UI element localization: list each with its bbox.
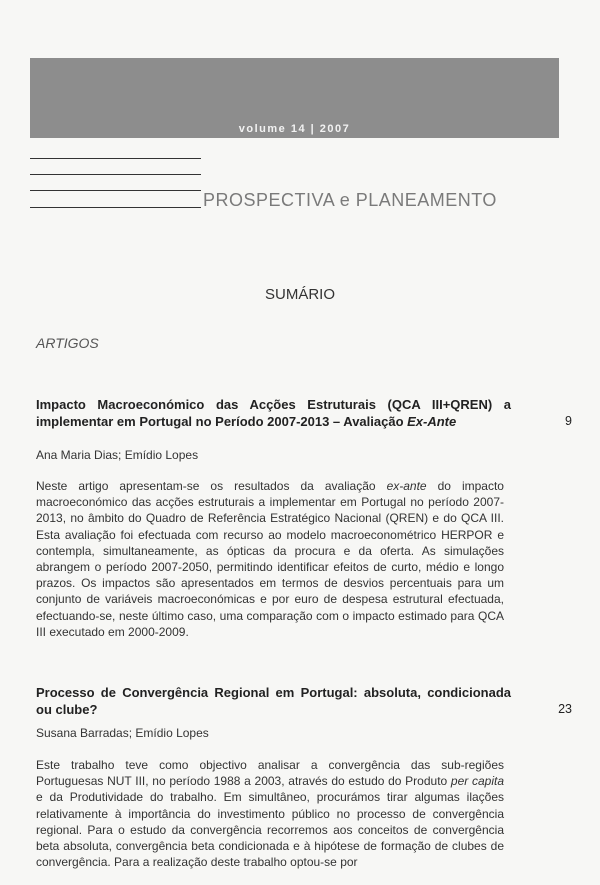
article-page-number[interactable]: 23 bbox=[558, 702, 572, 716]
journal-title: PROSPECTIVA e PLANEAMENTO bbox=[203, 190, 497, 210]
decorative-rule bbox=[30, 158, 201, 159]
header-banner bbox=[30, 58, 559, 138]
article-title[interactable]: Processo de Convergência Regional em Portugal: absoluta, condicionada ou clube? bbox=[36, 685, 511, 717]
article-title[interactable]: Impacto Macroeconómico das Acções Estruturais (QCA III+QREN) a implementar em Portugal no Período 2007-2013 – Avaliação Ex-Ante bbox=[36, 397, 511, 429]
decorative-rule bbox=[30, 174, 201, 175]
article-abstract: Neste artigo apresentam-se os resultados da avaliação ex-ante do impacto macroeconómico das acções estruturais a implementar em Portugal no período 2007-2013, no âmbito do Quadro de Referência Estratégico Nacional (QREN) e do QCA III. Esta avaliação foi efectuada com recurso ao modelo macroeconométrico HERPOR e contempla, simultaneamente, as ópticas da procura e da oferta. As simulações abrangem o período 2007-2050, permitindo identificar efeitos de curto, médio e longo prazos. Os impactos são apresentados em termos de desvios percentuais para um conjunto de variáveis macroeconómicas e por euro de despesa estrutural efectuada, efectuando-se, neste último caso, uma comparação com o impacto estimado para QCA III executado em 2000-2009. bbox=[36, 479, 504, 639]
article-authors: Susana Barradas; Emídio Lopes bbox=[36, 726, 209, 740]
page-title: SUMÁRIO bbox=[264, 286, 335, 303]
article-authors: Ana Maria Dias; Emídio Lopes bbox=[36, 448, 199, 462]
decorative-rule bbox=[30, 207, 201, 208]
article-abstract: Este trabalho teve como objectivo analisar a convergência das sub-regiões Portuguesas NUT III, no período 1988 a 2003, através do estudo do Produto per capita e da Produtividade do trabalho. Em simultâneo, procurámos tirar algumas ilações relativamente à importância do investimento público no processo de convergência regional. Para o estudo da convergência recorremos aos conceitos de convergência beta absoluta, convergência beta condicionada e à hipótese de formação de clubes de convergência. Para a realização deste trabalho optou-se por bbox=[36, 758, 504, 870]
section-heading: ARTIGOS bbox=[36, 335, 99, 351]
decorative-rule bbox=[30, 190, 201, 191]
article-page-number[interactable]: 9 bbox=[565, 414, 572, 428]
volume-label: volume 14 | 2007 bbox=[238, 123, 351, 135]
